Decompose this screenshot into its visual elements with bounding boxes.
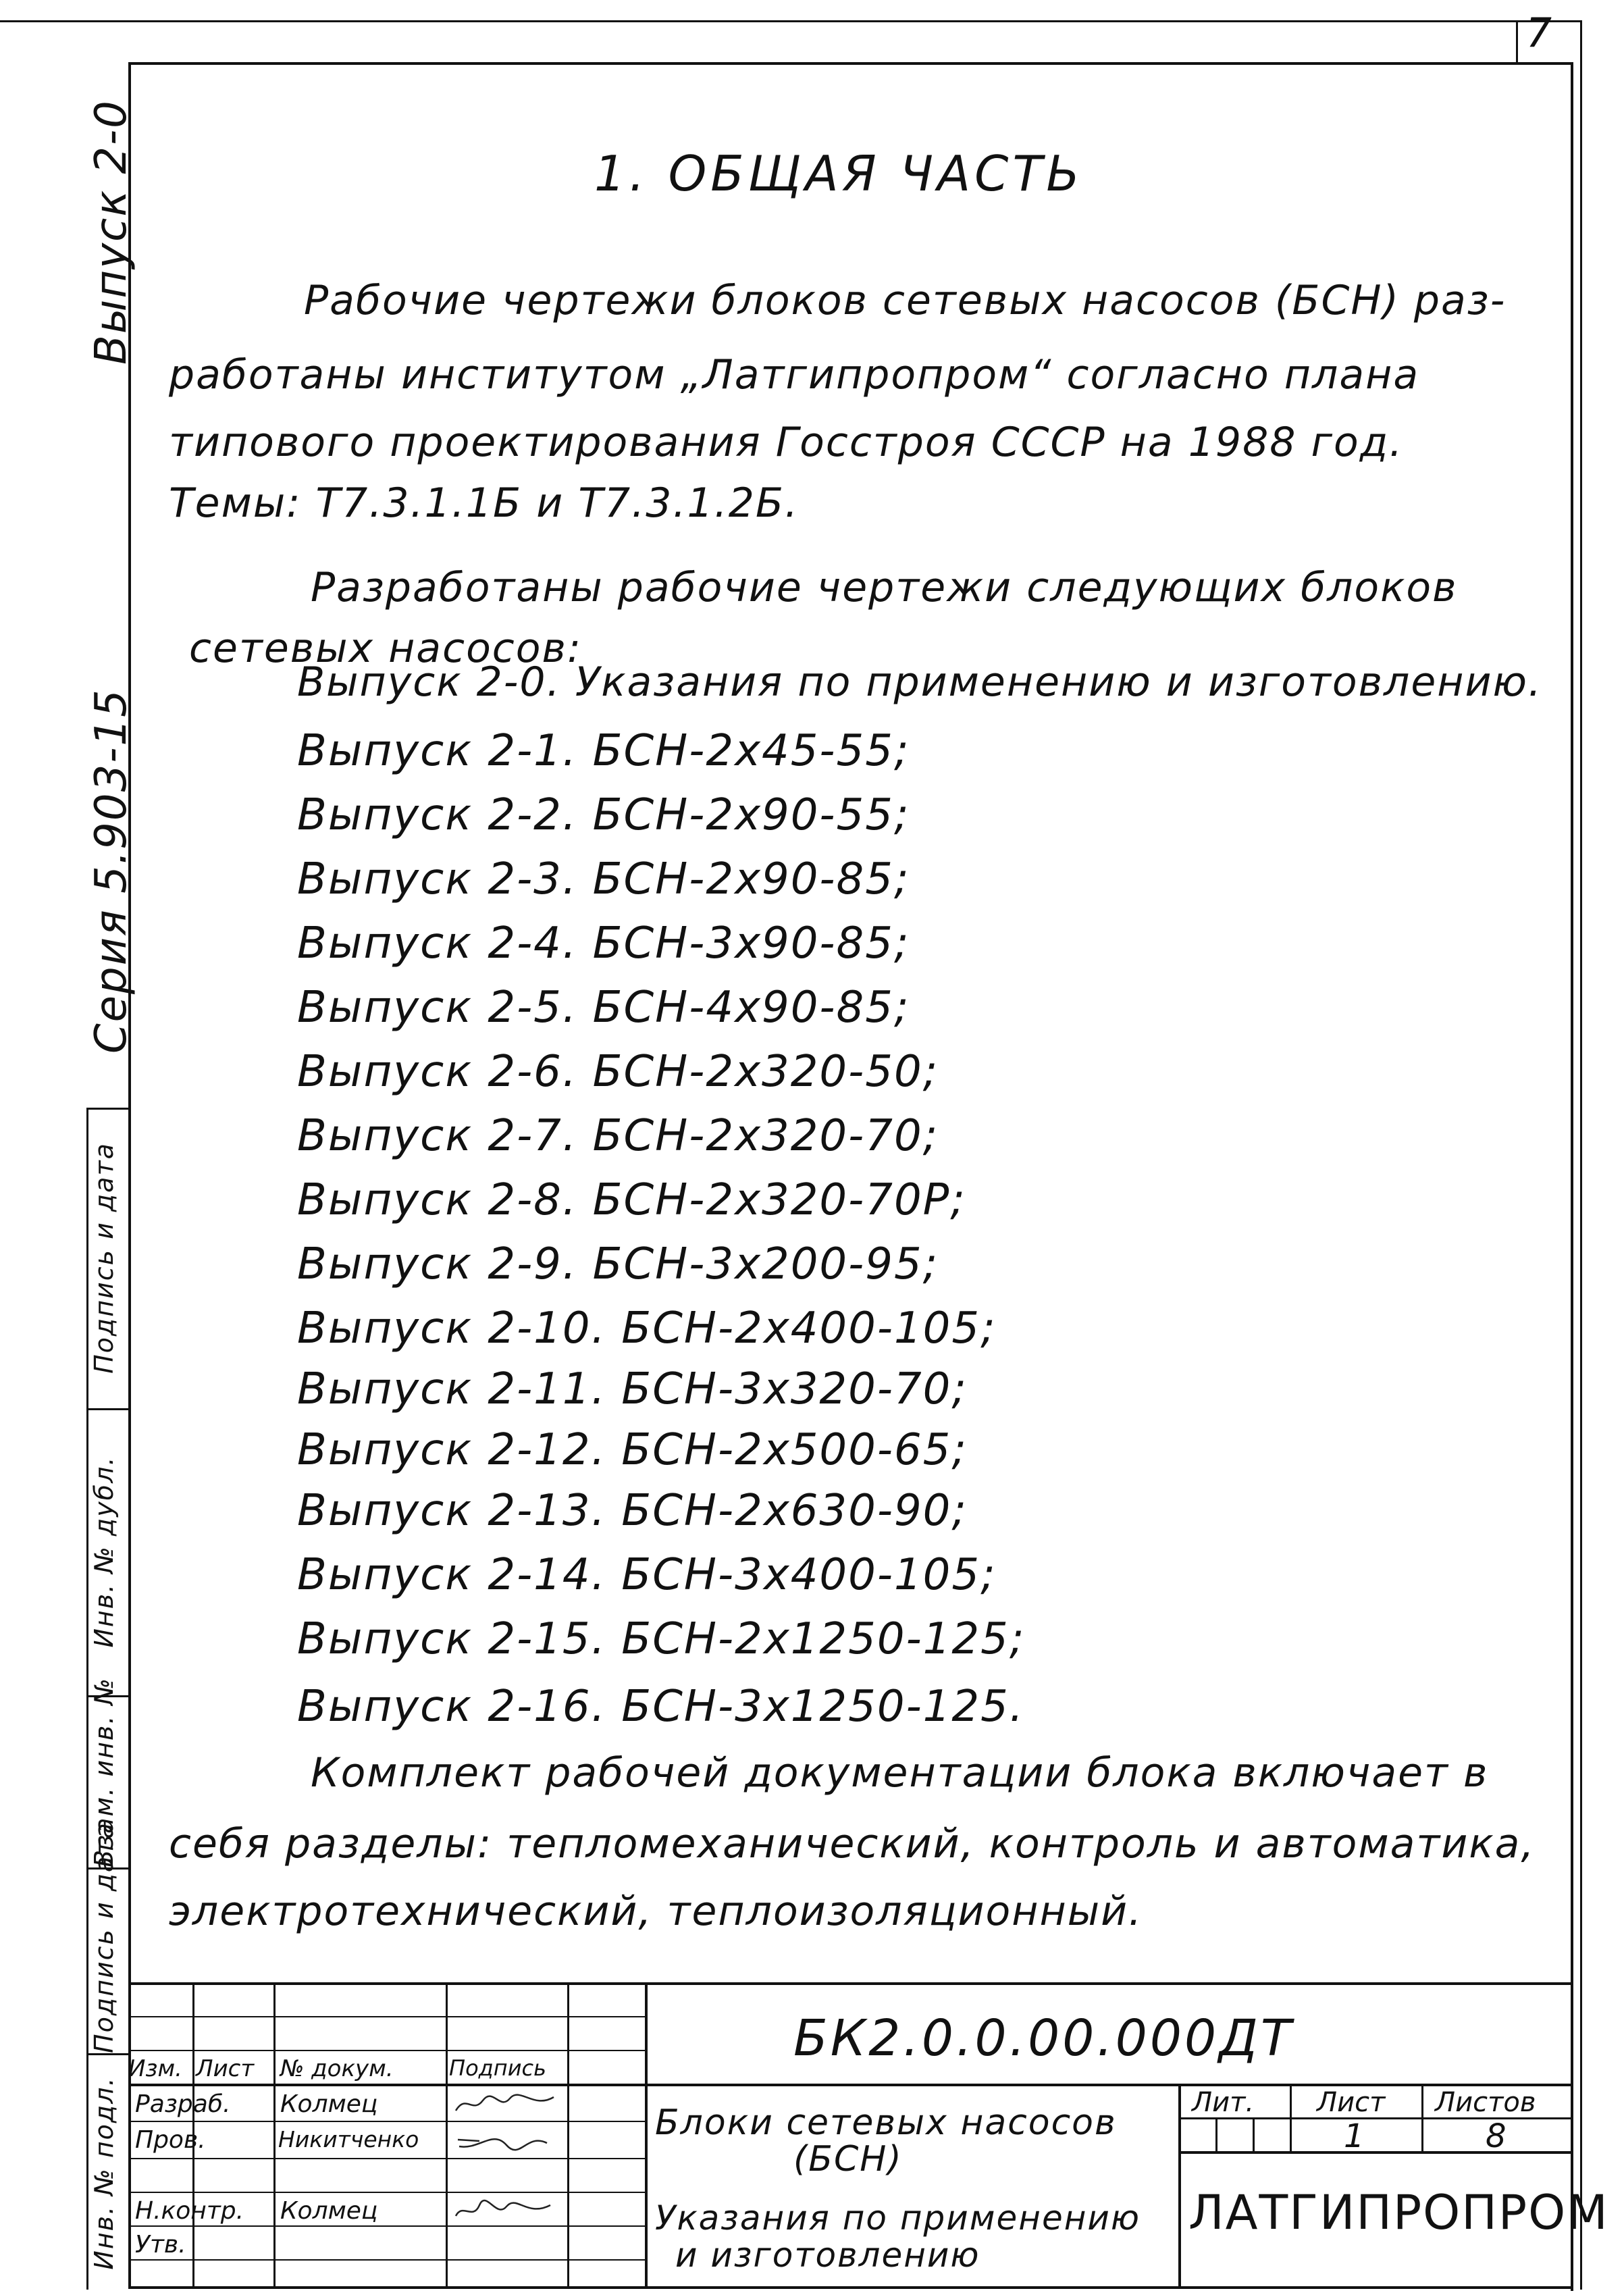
tb-role-norm: Н.контр. xyxy=(135,2197,244,2225)
tb-h-5 xyxy=(128,2158,645,2159)
paragraph-3 xyxy=(169,1749,1567,1965)
tb-top-line xyxy=(128,1982,1573,1985)
organization-name: ЛАТГИПРОПРОМ xyxy=(1188,2185,1609,2240)
paragraph-1-line-1: Рабочие чертежи блоков сетевых насосов (БСН) раз- xyxy=(304,277,1507,324)
page-title: 1. ОБЩАЯ ЧАСТЬ xyxy=(594,145,1084,202)
issue-item-15: Выпуск 2-15. БСН-2х1250-125; xyxy=(297,1614,1026,1664)
tb-header-doc: № докум. xyxy=(280,2055,394,2082)
issue-item-13: Выпуск 2-13. БСН-2х630-90; xyxy=(297,1486,968,1536)
tb-h-7 xyxy=(128,2225,645,2227)
tb-v-2 xyxy=(273,1982,276,2289)
issue-item-12: Выпуск 2-12. БСН-2х500-65; xyxy=(297,1425,968,1475)
tb-h-1 xyxy=(128,2016,645,2017)
paragraph-3-line-1: Комплект рабочей документации блока включает в xyxy=(311,1749,1489,1797)
tb-sheet-label: Лист xyxy=(1317,2087,1386,2118)
tb-role-develop: Разраб. xyxy=(135,2090,231,2118)
side-series-label: Серия 5.903-15 xyxy=(86,688,136,1054)
left-strip-divider-5 xyxy=(86,2053,128,2055)
signature-develop xyxy=(452,2090,560,2117)
tb-sheet-value: 1 xyxy=(1344,2117,1366,2155)
tb-h-4 xyxy=(128,2121,645,2122)
tb-lit-h2 xyxy=(1178,2151,1573,2154)
tb-header-izm: Изм. xyxy=(128,2055,182,2082)
paragraph-2-line-2: сетевых насосов: xyxy=(189,625,583,672)
paragraph-3-line-2: себя разделы: тепломеханический, контроль и автоматика, xyxy=(169,1820,1536,1867)
issue-item-1: Выпуск 2-1. БСН-2х45-55; xyxy=(297,726,910,776)
issue-item-6: Выпуск 2-6. БСН-2х320-50; xyxy=(297,1047,939,1097)
issue-item-4: Выпуск 2-4. БСН-3х90-85; xyxy=(297,919,910,969)
frame-right xyxy=(1571,62,1573,2291)
paragraph-2-line-1: Разработаны рабочие чертежи следующих блоков xyxy=(311,564,1458,611)
tb-lit-label: Лит. xyxy=(1192,2087,1255,2118)
tb-v-5 xyxy=(645,1982,648,2289)
issues-list xyxy=(297,659,1567,1759)
side-issue-label: Выпуск 2-0 xyxy=(86,99,136,365)
signature-check xyxy=(452,2126,560,2153)
issue-item-14: Выпуск 2-14. БСН-3х400-105; xyxy=(297,1550,997,1600)
document-designation: БК2.0.0.00.000ДТ xyxy=(793,2009,1294,2067)
tb-v-3 xyxy=(446,1982,448,2289)
doc-title-line-1: Блоки сетевых насосов xyxy=(655,2103,1117,2143)
left-strip-sign-date-2: Подпись и дата xyxy=(89,1142,119,1374)
tb-header-list: Лист xyxy=(196,2055,255,2082)
issue-item-16: Выпуск 2-16. БСН-3х1250-125. xyxy=(297,1682,1025,1732)
issue-item-11: Выпуск 2-11. БСН-3х320-70; xyxy=(297,1364,968,1414)
issue-item-8: Выпуск 2-8. БСН-2х320-70Р; xyxy=(297,1175,966,1225)
doc-title-line-2: (БСН) xyxy=(793,2139,903,2180)
issue-item-5: Выпуск 2-5. БСН-4х90-85; xyxy=(297,983,910,1033)
paragraph-1-line-2: работаны институтом „Латгипропром“ согласно плана xyxy=(169,351,1420,398)
tb-h-3 xyxy=(128,2084,1573,2086)
tb-sheets-value: 8 xyxy=(1486,2117,1508,2155)
left-strip-vzam-inv: Взам. инв. № xyxy=(89,1676,119,1867)
paragraph-3-line-3: электротехнический, теплоизоляционный. xyxy=(169,1888,1143,1935)
issue-item-0: Выпуск 2-0. Указания по применению и изготовлению. xyxy=(297,659,1543,706)
tb-name-check: Никитченко xyxy=(278,2126,419,2152)
tb-role-approve: Утв. xyxy=(135,2231,186,2259)
issue-item-9: Выпуск 2-9. БСН-3х200-95; xyxy=(297,1239,939,1289)
frame-left xyxy=(128,64,131,2286)
issue-item-10: Выпуск 2-10. БСН-2х400-105; xyxy=(297,1304,997,1353)
tb-lit-v2 xyxy=(1253,2117,1255,2151)
tb-title-divider xyxy=(1178,2084,1181,2289)
tb-h-2 xyxy=(128,2050,645,2051)
signature-norm xyxy=(452,2197,560,2224)
paragraph-1-line-4: Темы: Т7.3.1.1Б и Т7.3.1.2Б. xyxy=(169,480,800,527)
tb-sheets-label: Листов xyxy=(1435,2087,1536,2118)
doc-title-line-3: Указания по применению xyxy=(655,2198,1141,2238)
issue-item-2: Выпуск 2-2. БСН-2х90-55; xyxy=(297,790,910,840)
frame-top xyxy=(128,62,1573,65)
tb-name-norm: Колмец xyxy=(280,2197,378,2225)
tb-lit-v1 xyxy=(1215,2117,1217,2151)
paragraph-1 xyxy=(169,277,1560,567)
tb-header-sign: Подпись xyxy=(449,2055,546,2081)
doc-title-line-4: и изготовлению xyxy=(675,2236,980,2275)
left-strip-sign-date-1: Подпись и дата xyxy=(89,1822,119,2053)
top-border xyxy=(0,20,1580,22)
frame-right-outer xyxy=(1580,20,1582,2290)
paragraph-1-line-3: типового проектирования Госстроя СССР на 1988 год. xyxy=(169,419,1404,466)
left-strip-inv-podl: Инв. № подл. xyxy=(89,2076,119,2270)
tb-h-6 xyxy=(128,2192,645,2193)
issue-item-3: Выпуск 2-3. БСН-2х90-85; xyxy=(297,854,910,904)
tb-v-4 xyxy=(567,1982,569,2289)
tb-h-8 xyxy=(128,2259,645,2261)
tb-role-check: Пров. xyxy=(135,2126,206,2154)
tb-name-develop: Колмец xyxy=(280,2090,378,2118)
left-strip-line xyxy=(86,1108,88,2290)
issue-item-7: Выпуск 2-7. БСН-2х320-70; xyxy=(297,1111,939,1161)
title-block xyxy=(128,1982,1609,2289)
tb-lit-v3 xyxy=(1290,2084,1292,2151)
left-strip-inv-dubl: Инв. № дубл. xyxy=(89,1455,119,1648)
page-number: 7 xyxy=(1525,9,1554,57)
tb-lit-v4 xyxy=(1421,2084,1423,2151)
